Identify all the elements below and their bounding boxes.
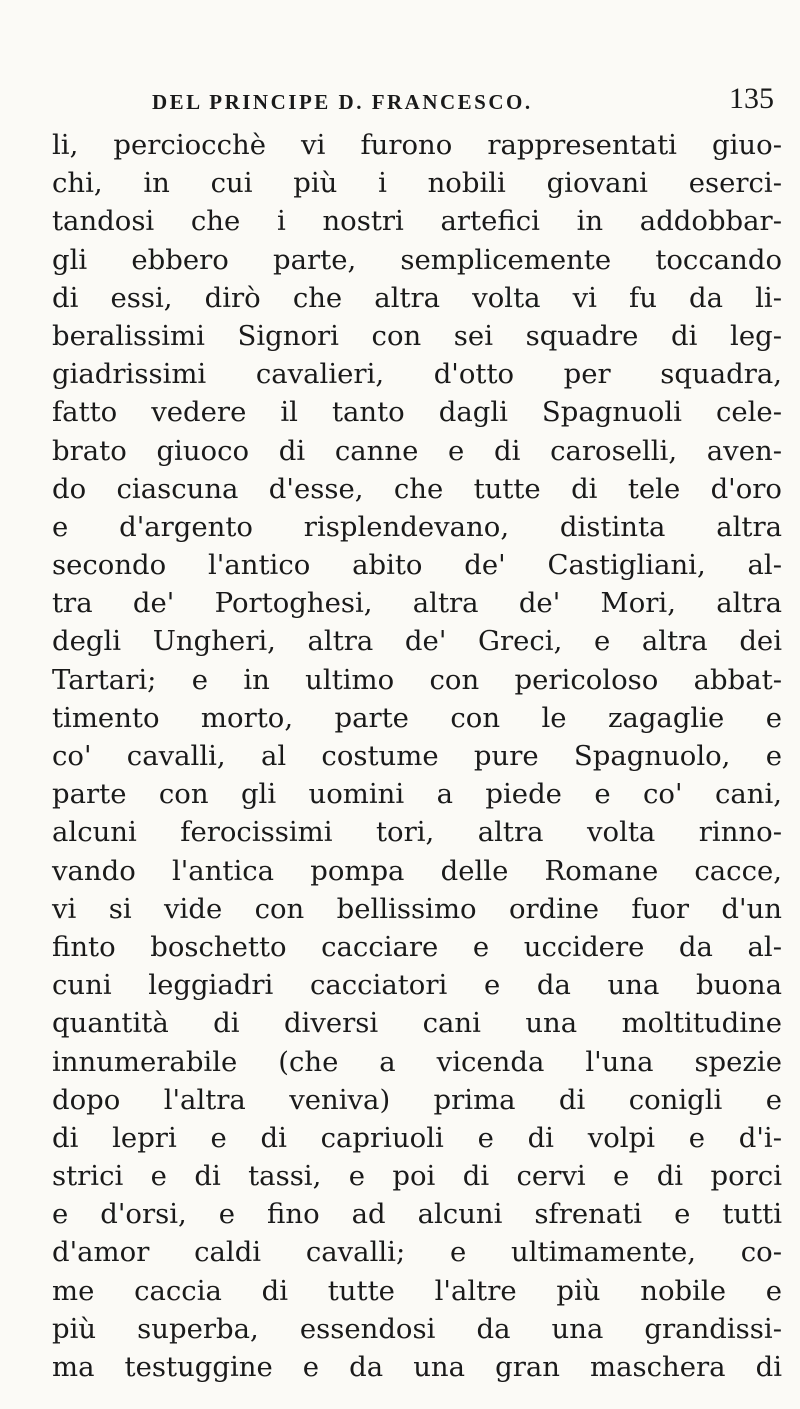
text-line: timento morto, parte con le zagaglie e <box>52 701 782 734</box>
text-line: gli ebbero parte, semplicemente toccando <box>52 243 782 276</box>
text-line: vando l'antica pompa delle Romane cacce, <box>52 854 782 887</box>
text-line: dopo l'altra veniva) prima di conigli e <box>52 1083 782 1116</box>
text-line: alcuni ferocissimi tori, altra volta rinno- <box>52 816 782 849</box>
text-line: finto boschetto cacciare e uccidere da al- <box>52 930 782 963</box>
text-line: tra de' Portoghesi, altra de' Mori, altra <box>52 587 782 620</box>
text-line: vi si vide con bellissimo ordine fuor d'un <box>52 892 782 925</box>
text-line: e d'orsi, e fino ad alcuni sfrenati e tutti <box>52 1198 782 1231</box>
text-line: parte con gli uomini a piede e co' cani, <box>52 778 782 811</box>
text-line: me caccia di tutte l'altre più nobile e <box>52 1274 782 1307</box>
text-line: giadrissimi cavalieri, d'otto per squadra, <box>52 358 782 391</box>
text-line: do ciascuna d'esse, che tutte di tele d'oro <box>52 472 782 505</box>
text-line: beralissimi Signori con sei squadre di leg- <box>52 319 782 352</box>
text-line: di lepri e di capriuoli e di volpi e d'i- <box>52 1121 782 1154</box>
text-line: Tartari; e in ultimo con pericoloso abbat- <box>52 663 782 696</box>
text-line: più superba, essendosi da una grandissi- <box>52 1312 782 1345</box>
text-line: tandosi che i nostri artefici in addobbar- <box>52 205 782 238</box>
text-line: strici e di tassi, e poi di cervi e di porci <box>52 1160 782 1193</box>
text-line: chi, in cui più i nobili giovani eserci- <box>52 167 782 200</box>
running-title: DEL PRINCIPE D. FRANCESCO. <box>152 90 533 114</box>
text-line: brato giuoco di canne e di caroselli, aven- <box>52 434 782 467</box>
text-line: d'amor caldi cavalli; e ultimamente, co- <box>52 1236 782 1269</box>
page-number: 135 <box>729 82 774 115</box>
text-line: cuni leggiadri cacciatori e da una buona <box>52 969 782 1002</box>
text-line: li, perciocchè vi furono rappresentati giuo- <box>52 129 782 161</box>
text-line: degli Ungheri, altra de' Greci, e altra dei <box>52 625 782 658</box>
text-line: innumerabile (che a vicenda l'una spezie <box>52 1045 782 1078</box>
text-line: ma testuggine e da una gran maschera di <box>52 1351 782 1383</box>
body-text <box>52 126 782 1386</box>
text-line: quantità di diversi cani una moltitudine <box>52 1007 782 1040</box>
text-line: co' cavalli, al costume pure Spagnuolo, e <box>52 740 782 772</box>
text-line: e d'argento risplendevano, distinta altra <box>52 510 782 543</box>
text-line: secondo l'antico abito de' Castigliani, al- <box>52 549 782 582</box>
text-line: di essi, dirò che altra volta vi fu da li- <box>52 281 782 314</box>
running-head <box>152 80 774 120</box>
text-line: fatto vedere il tanto dagli Spagnuoli cele- <box>52 396 782 429</box>
